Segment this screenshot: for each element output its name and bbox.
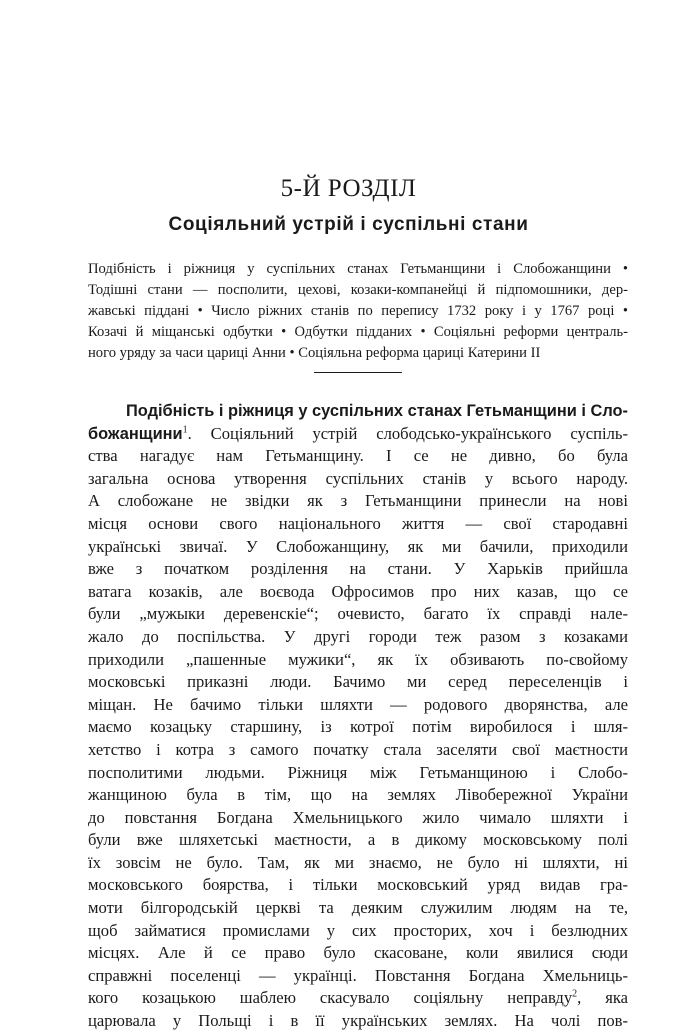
body-line-text: кого козацькою шаблею скасувало соціяльну неправду [88, 988, 573, 1008]
body-line: А слобожане не звідки як з Гетьманщини принесли на нові [88, 491, 628, 511]
body-line: вже з початком розділення на стани. У Харьків прийшла [88, 559, 628, 579]
chapter-summary [88, 259, 628, 364]
body-line [88, 400, 628, 423]
section-heading: Подібність і ріжниця у суспільних станах Гетьманщини і Сло- [126, 402, 628, 420]
body-line: ства нагадує нам Гетьманщину. І се не дивно, бо була [88, 446, 628, 466]
body-line: ватага козаків, але воєвода Офросимов про них казав, що се [88, 581, 628, 601]
body-line: до повстання Богдана Хмельницького жило чимало шляхти і [88, 807, 628, 827]
summary-line: жавські піддані • Число ріжних станів по перепису 1732 року і у 1767 році • [88, 303, 628, 319]
footnote-ref: 2 [572, 988, 578, 1000]
body-line: жало до поспільства. У другі городи теж разом з козаками [88, 626, 628, 646]
body-line: міщан. Не бачимо тільки шляхти — родового дворянства, але [88, 694, 628, 714]
body-line: були „мужыки деревенскіе“; очевисто, багато їх справді нале- [88, 604, 628, 624]
summary-line: Козачі й міщанські одбутки • Одбутки підданих • Соціяльні реформи централь- [88, 324, 628, 340]
footnote-ref: 1 [182, 424, 188, 436]
body-line: царювала у Польщі і в її українських землях. На чолі пов- [88, 1011, 628, 1031]
body-line: моти білгородській церкві та деяким служилим людям на те, [88, 898, 628, 918]
body-line: українські звичаї. У Слобожанщину, як ми бачили, приходили [88, 536, 628, 556]
body-line: справжні поселенці — українці. Повстання Богдана Хмельниць- [88, 965, 628, 985]
body-line: московські приказні люди. Бачимо ми серед переселенців і [88, 672, 628, 692]
body-text [88, 400, 628, 1033]
summary-line: Подібність і ріжниця у суспільних станах Гетьманщини і Слобожанщини • [88, 261, 628, 277]
body-line: місця основи свого національного життя — свої стародавні [88, 513, 628, 533]
body-line [88, 423, 628, 446]
body-line: посполитими людьми. Ріжниця між Гетьманщиною і Слобо- [88, 762, 628, 782]
body-line-text: . Соціяльний устрій слободсько-українського суспіль- [187, 423, 628, 443]
body-line: їх зовсім не було. Там, як ми знаємо, не було ні шляхти, ні [88, 852, 628, 872]
body-line: були вже шляхетські маєтности, а в дикому московському полі [88, 830, 628, 850]
body-line [88, 987, 628, 1010]
body-line: місцях. Але й се право було скасоване, коли явилися сюди [88, 943, 628, 963]
body-line: маємо козацьку старшину, із котрої потім виробилося і шля- [88, 717, 628, 737]
summary-line: ного уряду за часи цариці Анни • Соціяльна реформа цариці Катерини II [88, 345, 541, 361]
body-line-text: , яка [577, 988, 629, 1008]
summary-line: Тодішні стани — посполити, цехові, козаки-компанейці й підпомошники, дер- [88, 282, 628, 298]
section-divider [314, 372, 402, 373]
chapter-title: Соціяльний устрій і суспільні стани [168, 214, 529, 235]
chapter-number: 5-Й РОЗДІЛ [280, 175, 417, 202]
section-heading-continued: божанщини [88, 424, 183, 443]
body-line: московського боярства, і тільки московський уряд видав гра- [88, 875, 628, 895]
body-line: щоб займатися промислами у сих просторих, хоч і безлюдних [88, 920, 628, 940]
body-line: жанщиною була в тім, що на землях Лівобережної України [88, 785, 628, 805]
body-line: загальна основа утворення суспільних станів у всього народу. [88, 468, 628, 488]
body-line: приходили „пашенные мужики“, як їх обзивають по-свойому [88, 649, 628, 669]
body-line: хетство і котра з самого початку стала заселяти свої маєтности [88, 739, 628, 759]
